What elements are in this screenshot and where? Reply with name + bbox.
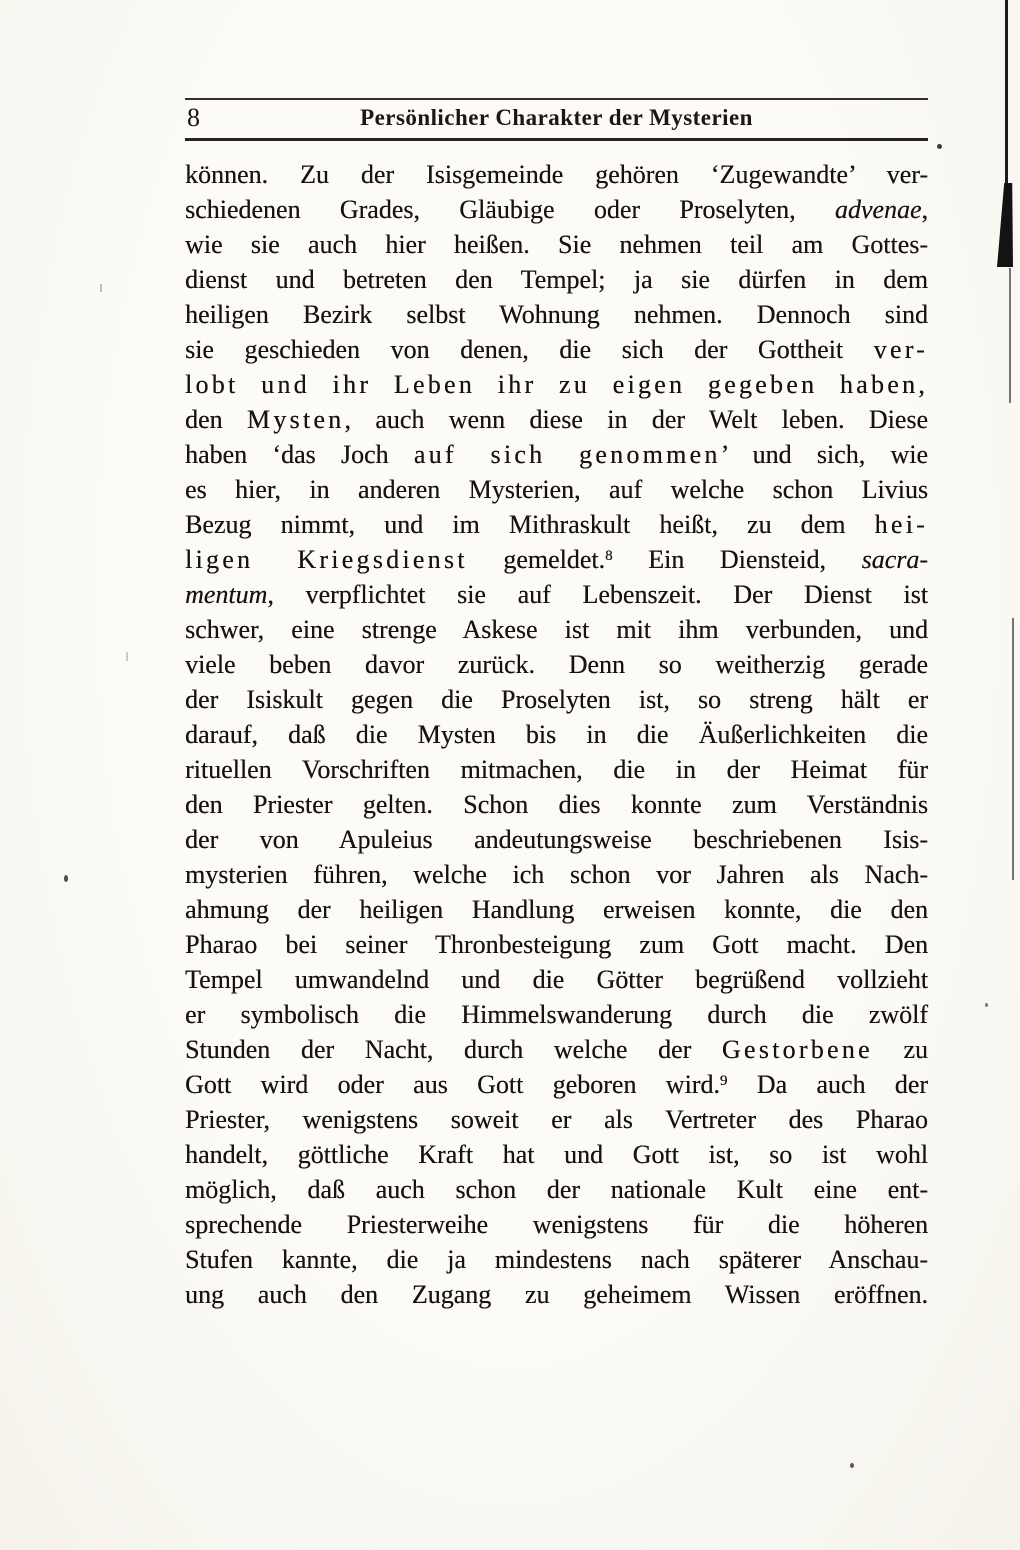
text-segment: auf sich genommen [413,440,721,469]
scan-artifact-dot [985,1003,988,1007]
text-segment: mentum [185,580,268,609]
text-line [185,927,928,962]
text-segment: Tempel umwandelnd und die Götter begrüßend vollzieht [185,965,928,994]
text-segment: es hier, in anderen Mysterien, auf welche schon Livius [185,475,928,504]
text-segment: zu [872,1035,928,1064]
text-segment: Ein Diensteid, [612,545,862,574]
text-segment: Da auch der [727,1070,928,1099]
text-line [185,227,928,262]
text-line [185,962,928,997]
text-line [185,612,928,647]
text-segment: Pharao bei seiner Thronbesteigung zum Gott macht. Den [185,930,928,959]
text-segment: sacra- [861,545,928,574]
text-segment: sprechende Priesterweihe wenigstens für die höheren [185,1210,928,1239]
page-body [185,157,928,1312]
text-segment: Gott wird oder aus Gott geboren wird. [185,1070,720,1099]
text-segment: , verpflichtet sie auf Lebenszeit. Der Dienst ist [267,580,928,609]
text-segment: der Isiskult gegen die Proselyten ist, so streng hält er [185,685,928,714]
text-segment: gemeldet. [467,545,606,574]
text-segment: rituellen Vorschriften mitmachen, die in der Heimat für [185,755,928,784]
text-line [185,1067,928,1102]
text-segment: Mysten [246,405,345,434]
page-header-title: Persönlicher Charakter der Mysterien [360,105,753,130]
text-segment: lobt und ihr Leben ihr zu eigen gegeben haben, [185,370,928,399]
text-segment: sie geschieden von denen, die sich der Gottheit [185,335,874,364]
text-segment: ’ und sich, wie [720,440,928,469]
text-segment: viele beben davor zurück. Denn so weitherzig gerade [185,650,928,679]
footnote-marker: 8 [605,548,613,564]
text-line [185,997,928,1032]
scan-artifact-page-edge [1009,268,1011,403]
text-line [185,437,928,472]
scan-artifact-blob [997,183,1013,267]
text-line [185,472,928,507]
text-line [185,1207,928,1242]
text-line [185,822,928,857]
text-line [185,752,928,787]
text-segment: wie sie auch hier heißen. Sie nehmen teil am Gottes- [185,230,928,259]
text-segment: darauf, daß die Mysten bis in die Äußerlichkeiten die [185,720,928,749]
text-line [185,262,928,297]
scan-artifact-dot [126,652,128,661]
text-segment: Priester, wenigstens soweit er als Vertreter des Pharao [185,1105,928,1134]
text-segment: ahmung der heiligen Handlung erweisen konnte, die den [185,895,928,924]
text-segment: Stunden der Nacht, durch welche der [185,1035,722,1064]
text-segment: den Priester gelten. Schon dies konnte zum Verständnis [185,790,928,819]
text-line [185,577,928,612]
text-segment: den [185,405,247,434]
text-line [185,1032,928,1067]
text-segment: ver- [873,335,928,364]
text-line [185,1172,928,1207]
text-line [185,1137,928,1172]
text-segment: er symbolisch die Himmelswanderung durch die zwölf [185,1000,928,1029]
text-segment: handelt, göttliche Kraft hat und Gott ist, so ist wohl [185,1140,928,1169]
text-line [185,787,928,822]
text-segment: schwer, eine strenge Askese ist mit ihm verbunden, und [185,615,928,644]
scan-artifact-page-edge [1005,0,1008,185]
text-segment: dienst und betreten den Tempel; ja sie dürfen in dem [185,265,928,294]
text-segment: , auch wenn diese in der Welt leben. Diese [344,405,928,434]
text-segment: Stufen kannte, die ja mindestens nach späterer Anschau- [185,1245,928,1274]
text-line [185,717,928,752]
text-line [185,402,928,437]
text-segment: schiedenen Grades, Gläubige oder Proselyten, [185,195,835,224]
running-head [185,98,928,141]
text-segment: der von Apuleius andeutungsweise beschriebenen Isis- [185,825,928,854]
text-segment: heiligen Bezirk selbst Wohnung nehmen. Dennoch sind [185,300,928,329]
text-segment: möglich, daß auch schon der nationale Kult eine ent- [185,1175,928,1204]
text-segment: hei- [874,510,928,539]
text-line [185,157,928,192]
text-segment: advenae [834,195,922,224]
text-line [185,542,928,577]
text-segment: , [921,195,928,224]
scan-artifact-page-edge [1012,618,1014,880]
text-segment: Gestorbene [721,1035,873,1064]
text-line [185,892,928,927]
text-line [185,857,928,892]
text-line [185,647,928,682]
scan-artifact-dot [937,144,942,149]
text-segment: Bezug nimmt, und im Mithraskult heißt, zu dem [185,510,875,539]
text-line [185,1242,928,1277]
scan-artifact-dot [850,1463,854,1468]
text-segment: ung auch den Zugang zu geheimem Wissen eröffnen. [185,1280,928,1309]
text-segment: ligen Kriegsdienst [185,545,468,574]
text-line [185,192,928,227]
text-line [185,367,928,402]
header-rule-bottom [185,138,928,141]
page-number: 8 [187,103,200,132]
header-row [185,100,928,136]
text-line [185,332,928,367]
text-line [185,1102,928,1137]
text-line [185,297,928,332]
text-segment: können. Zu der Isisgemeinde gehören ‘Zugewandte’ ver- [185,160,928,189]
footnote-marker: 9 [719,1073,728,1089]
text-line [185,507,928,542]
scan-artifact-dot [64,875,68,882]
text-segment: mysterien führen, welche ich schon vor Jahren als Nach- [185,860,928,889]
text-line [185,1277,928,1312]
scan-artifact-dot [100,284,102,292]
text-line [185,682,928,717]
text-segment: haben ‘das Joch [185,440,414,469]
